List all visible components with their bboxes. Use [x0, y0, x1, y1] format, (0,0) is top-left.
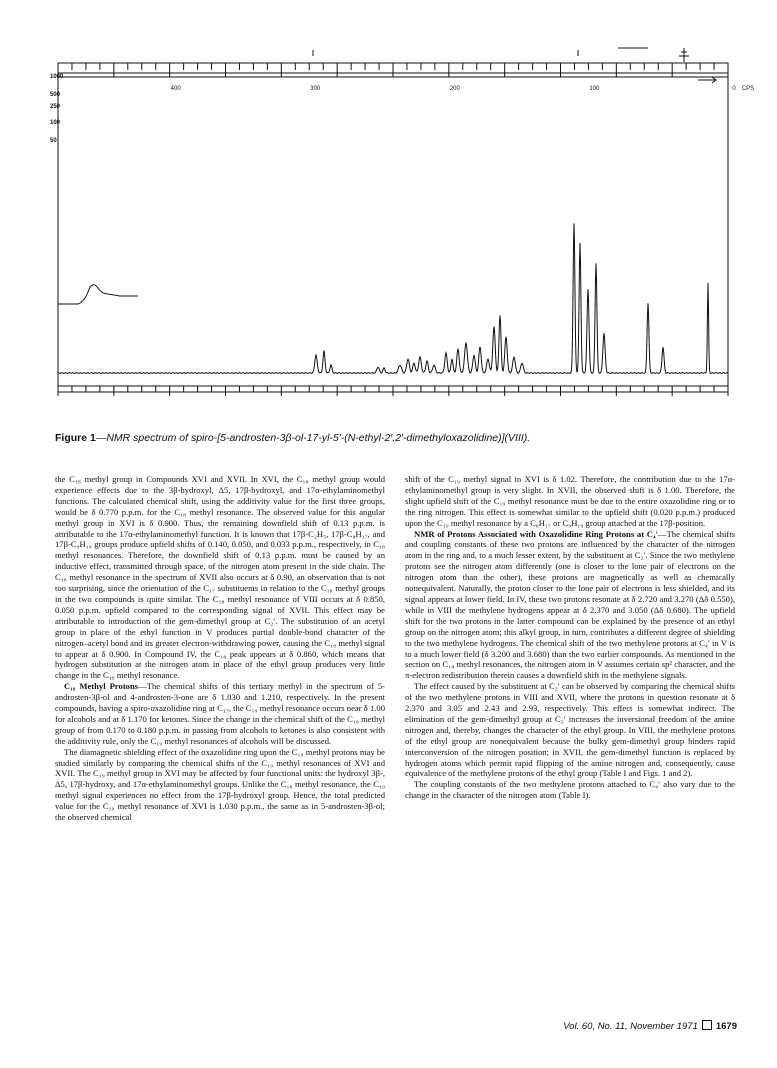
caption-text: —NMR spectrum of spiro-[5-androsten-3β-ol-17-yl-5′-(N-ethyl-2′,2′-dimethyloxazolidine)](VIII).: [95, 432, 531, 444]
paragraph: The diamagnetic shielding effect of the oxazolidine ring upon the C₁₉ methyl protons may be studied similarly by comparing the chemical shifts of the C₁₉ methyl resonances of XVI and XVII. The C₁₉ methyl group in XVI may be affected by four functional units: the hydroxyl 3β-, Δ5, 17β-hydroxy, and 17α-ethylaminomethyl groups. Unlike the C₁₈ methyl resonance, the C₁₉ methyl signal experiences no effect from the 17β-hydroxyl group. Hence, the total predicted value for the C₁₉ methyl resonance of XVI is 1.030 p.p.m., the same as in 5-androsten-3β-ol; the observed chemical: [55, 746, 385, 823]
side-label-1000: 1000: [50, 74, 64, 80]
left-column: [55, 474, 385, 823]
side-label-250: 250: [50, 104, 61, 110]
section-heading: C₁₉ Methyl Protons: [64, 681, 139, 692]
scale-label: 300: [310, 86, 321, 92]
arrow-icon: [698, 77, 716, 83]
top-ticks: [58, 63, 728, 77]
paragraph: The effect caused by the substituent at C₂′ can be observed by comparing the chemical shifts of the two methylene protons in VIII and XVII, where the protons in question resonate at δ 2.370 and 3.05 and 2.43 and 2.93, respectively. This effect is somewhat indirect. The elimination of the gem-dimethyl group at C₂′ increases the inversional freedom of the amine nitrogen and, thereby, changes the character of the ethyl group. In VIII, the methylene protons of the ethyl group are nonequivalent because the bulky gem-dimethyl group hinders rapid interconversion of the nitrogen position; in XVII, the gem-dimethyl function is replaced by hydrogen atoms which permit rapid flipping of the amine nitrogen and, consequently, cause equivalence of the methylene protons of the ethyl group (Table I and Figs. 1 and 2).: [405, 681, 735, 779]
caption-label: Figure 1: [55, 432, 96, 444]
side-label-500: 500: [50, 92, 61, 98]
paragraph: NMR of Protons Associated with Oxazolidine Ring Protons at C₄′—The chemical shifts and coupling constants of these two protons are influenced by the character of the nitrogen atom in the ring and, to a much lesser extent, by the substituent at C₂′. Since the two methylene protons see the nitrogen atom differently (one is closer to the lone pair of electrons on the nitrogen atom than the other), these protons are magnetically as well as chemically nonequivalent. Naturally, the proton closer to the lone pair of electrons is less shielded, and its signal appears at lower field. In IV, these two protons resonate at δ 2.720 and 3.270 (Δδ 0.550), while in VIII the methylene hydrogens appear at δ 2.370 and 3.050 (Δδ 0.680). The upfield shift for the two protons in the latter compound can be explained by the presence of an ethyl group on the nitrogen atom; this alkyl group, in turn, contributes a different degree of shielding to the two methylene hydrogens. The chemical shift of the two methylene protons at C₄′ in V is to a much lower field (δ 3.200 and 3.680) than the two earlier compounds. As mentioned in the section on C₁₈ methyl resonances, the nitrogen atom in V assumes certain sp² character, and the π-electron redistribution therein causes a downfield shift in the methylene signals.: [405, 528, 735, 681]
page-number: 1679: [715, 1021, 737, 1032]
side-label-100: 100: [50, 120, 61, 126]
scale-label: 0: [732, 86, 736, 92]
nmr-spectrum-figure: [48, 40, 755, 410]
box-icon: [702, 1020, 712, 1030]
paragraph: shift of the C₁₉ methyl signal in XVI is δ 1.02. Therefore, the contribution due to the 17α-ethylaminomethyl group is very slight. In XVII, the observed shift is δ 1.00. Therefore, the slight upfield shift of the C₁₉ methyl resonance must be due to the entire oxazolidine ring or to the ring nitrogen. This effect is somewhat similar to the upfield shift (0.020 p.p.m.) produced upon the C₁₉ methyl resonance by a C₈H₁₇ or C₉H₁₉ group attached at the 17β-position.: [405, 474, 735, 528]
figure-caption: [55, 432, 735, 444]
integral-trace: [58, 285, 138, 304]
reference-marker: [679, 48, 689, 62]
unit-label: CPS: [741, 86, 755, 92]
right-column: [405, 474, 735, 801]
scale-label: 200: [449, 86, 460, 92]
paragraph: The coupling constants of the two methylene protons attached to C₄′ also vary due to the change in the character of the nitrogen atom (Table I).: [405, 779, 735, 801]
page-footer: [563, 1020, 737, 1032]
paragraph: C₁₉ Methyl Protons—The chemical shifts of this tertiary methyl in the spectrum of 5-androsten-3β-ol and 4-androsten-3-one are δ 1.030 and 1.210, respectively. In the present compounds, having a spiro-oxazolidine ring at C₁₇, the C₁₉ methyl resonance occurs near δ 1.00 for alcohols and at δ 1.170 for ketones. Since the change in the chemical shift of the C₁₉ methyl group of from 0.170 to 0.180 p.p.m. in passing from alcohols to ketones is also consistent with the additivity rule, only the C₁₉ methyl resonances of alcohols will be discussed.: [55, 681, 385, 746]
spectrum-plot: [48, 40, 738, 410]
bottom-ticks: [58, 386, 728, 396]
paragraph: the C₁₈ methyl group in Compounds XVI and XVII. In XVI, the C₁₈ methyl group would experience effects due to the 3β-hydroxyl, Δ5, 17β-hydroxyl, and 17α-ethylaminomethyl functions. The calculated chemical shift, using the additivity value for the first three groups, would be δ 0.770 p.p.m. for the C₁₈ methyl resonance. The observed value for this angular methyl group in XVI is δ 0.900. Thus, the remaining downfield shift of 0.13 p.p.m. is attributable to the 17α-ethylaminomethyl function. It is known that 17β-C₂H₅, 17β-C₈H₁₇, and 17β-C₉H₁₉ groups produce upfield shifts of 0.140, 0.050, and 0.033 p.p.m., respectively, in C₁₈ methyl resonances. Therefore, the downfield shift of 0.13 p.p.m. must be caused by an inductive effect, transmitted through space, of the nitrogen atom present in the side chain. The C₁₈ methyl resonance in the spectrum of XVII also occurs at δ 0.90, an observation that is not too surprising, since the orientation of the C₁₇ substituents in relation to the C₁₈ methyl groups in the two compounds is quite similar. The C₁₈ methyl resonance of VIII occurs at δ 0.850, 0.050 p.p.m. upfield compared to the corresponding signal of XVII. This effect may be attributable to introduction of the gem-dimethyl group at C₂′. The substitution of an acetyl group in place of the ethyl function in V produces partial double-bond character of the nitrogen–acetyl bond and its greater electron-withdrawing power, causing the C₁₈ methyl signal to appear at δ 0.900. In Compound IV, the C₁₈ peak appears at δ 0.860, which means that hydrogen substitution at the nitrogen atom in place of the ethyl group produces very little change in the C₁₈ methyl resonance.: [55, 474, 385, 681]
scale-label: 100: [589, 86, 600, 92]
side-label-50: 50: [50, 138, 57, 144]
scale-label: 400: [170, 86, 181, 92]
spectrum-trace: [58, 223, 728, 373]
journal-info: Vol. 60, No. 11, November 1971: [563, 1021, 698, 1032]
section-heading: NMR of Protons Associated with Oxazolidine Ring Protons at C₄′: [414, 528, 658, 539]
